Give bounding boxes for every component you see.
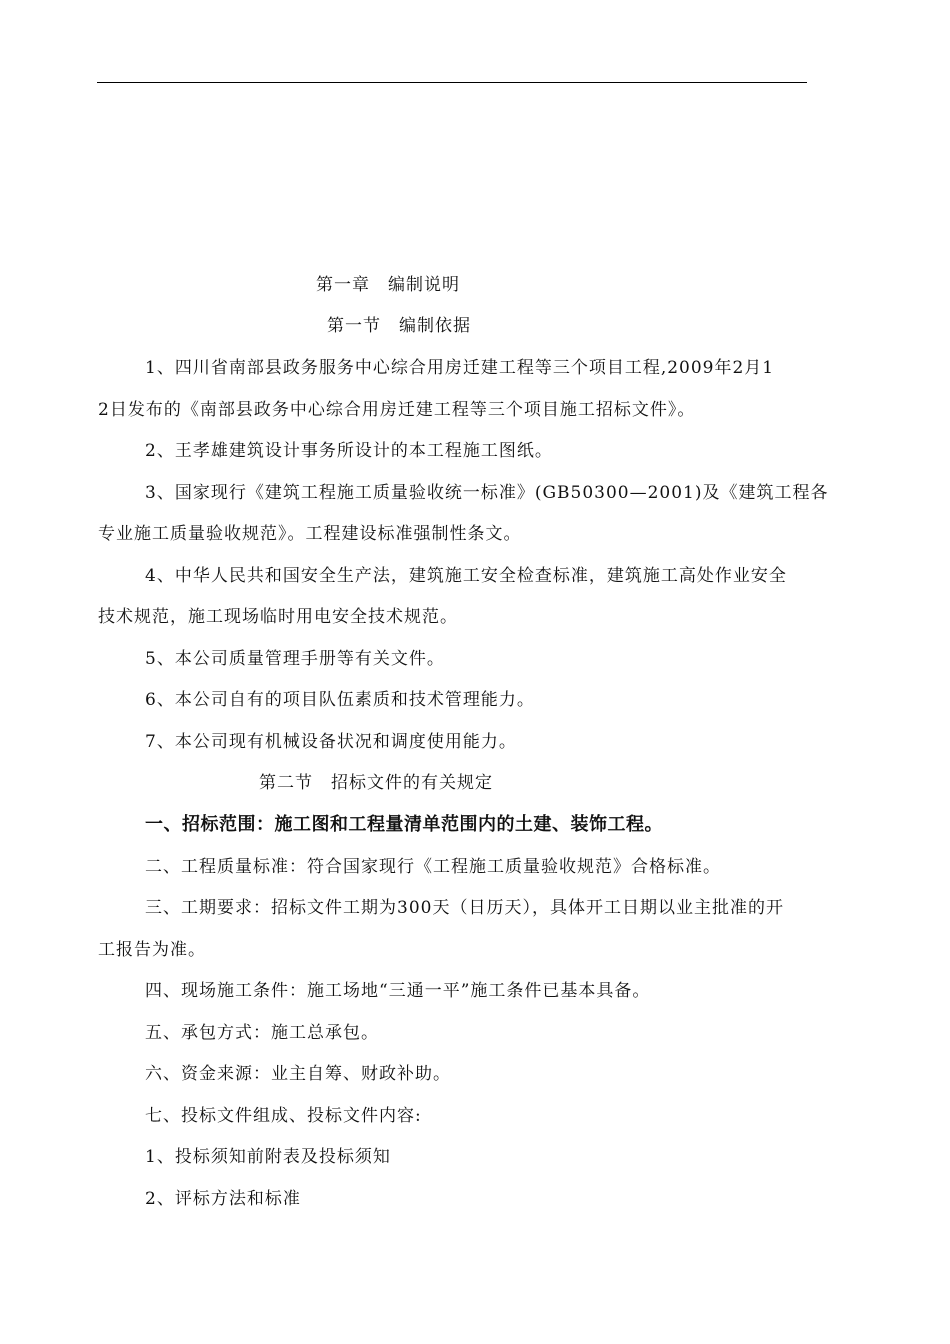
basis-6: 6、本公司自有的项目队伍素质和技术管理能力。 — [145, 690, 535, 710]
provision-scope: 一、招标范围：施工图和工程量清单范围内的土建、装饰工程。 — [145, 814, 663, 835]
provision-period-line2: 工报告为准。 — [98, 940, 206, 960]
section2-title: 第二节 招标文件的有关规定 — [259, 773, 493, 793]
basis-1-line2: 2日发布的《南部县政务中心综合用房迁建工程等三个项目施工招标文件》。 — [98, 400, 696, 420]
basis-4-line2: 技术规范，施工现场临时用电安全技术规范。 — [98, 607, 458, 627]
chapter-title: 第一章 编制说明 — [316, 275, 460, 295]
basis-5: 5、本公司质量管理手册等有关文件。 — [145, 649, 445, 669]
basis-3-line2: 专业施工质量验收规范》。工程建设标准强制性条文。 — [98, 524, 522, 544]
provision-site: 四、现场施工条件：施工场地“三通一平”施工条件已基本具备。 — [145, 981, 651, 1001]
provision-composition: 七、投标文件组成、投标文件内容: — [145, 1106, 422, 1126]
basis-3-line1: 3、国家现行《建筑工程施工质量验收统一标准》(GB50300—2001)及《建筑工程各 — [145, 483, 829, 503]
provision-contract: 五、承包方式：施工总承包。 — [145, 1023, 379, 1043]
provision-quality: 二、工程质量标准：符合国家现行《工程施工质量验收规范》合格标准。 — [145, 857, 721, 877]
basis-1-line1: 1、四川省南部县政务服务中心综合用房迁建工程等三个项目工程,2009年2月1 — [145, 358, 775, 378]
provision-period-line1: 三、工期要求：招标文件工期为300天（日历天），具体开工日期以业主批准的开 — [145, 898, 784, 918]
composition-item-1: 1、投标须知前附表及投标须知 — [145, 1147, 391, 1167]
composition-item-2: 2、评标方法和标准 — [145, 1189, 301, 1209]
basis-7: 7、本公司现有机械设备状况和调度使用能力。 — [145, 732, 517, 752]
section1-title: 第一节 编制依据 — [327, 316, 471, 336]
basis-4-line1: 4、中华人民共和国安全生产法，建筑施工安全检查标准，建筑施工高处作业安全 — [145, 566, 787, 586]
provision-funding: 六、资金来源：业主自筹、财政补助。 — [145, 1064, 451, 1084]
header-rule — [97, 82, 807, 83]
basis-2: 2、王孝雄建筑设计事务所设计的本工程施工图纸。 — [145, 441, 553, 461]
